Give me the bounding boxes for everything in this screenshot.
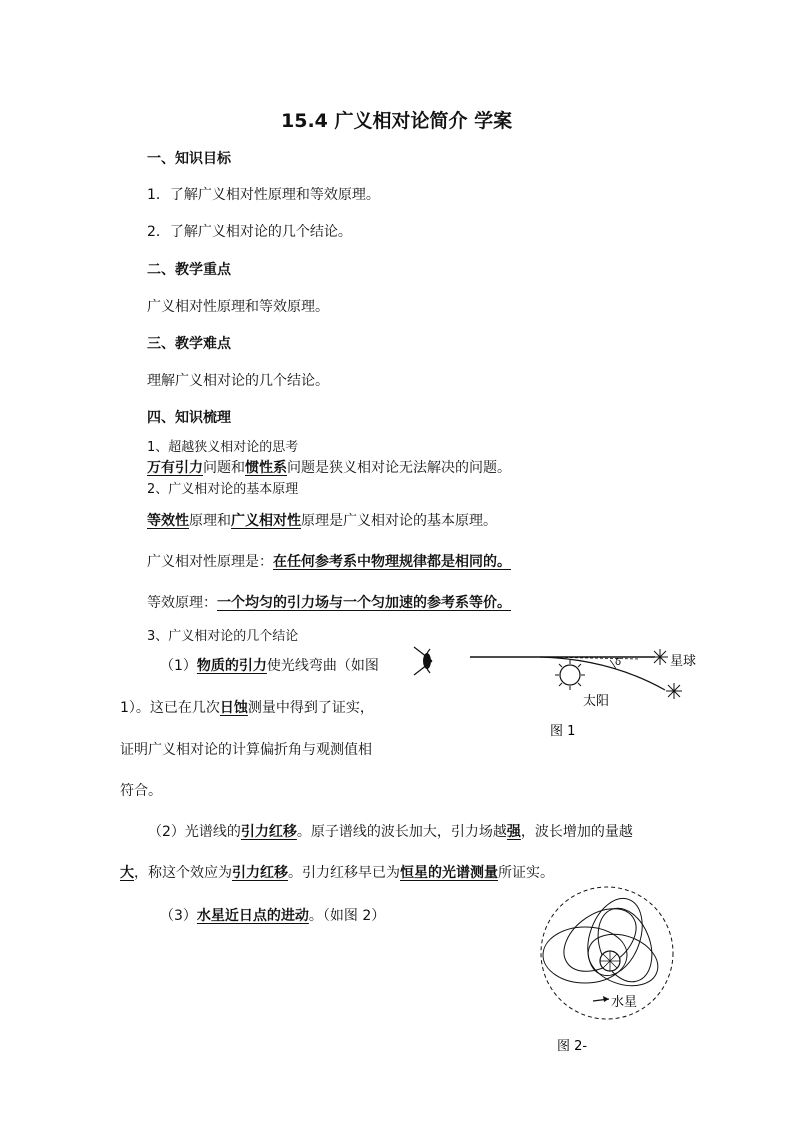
conclusion-1-line-3: 证明广义相对论的计算偏折角与观测值相 [120, 742, 372, 758]
section-heading-difficulty: 三、教学难点 [147, 336, 231, 352]
apparent-star-icon [652, 649, 668, 665]
figure-1-caption: 图 1 [550, 724, 576, 739]
p2-keyword-2: 广义相对性 [231, 513, 301, 529]
section-heading-review: 四、知识梳理 [147, 410, 231, 426]
conclusion-2-keyword-5: 恒星的光谱测量 [400, 865, 498, 881]
p2-text-1: 原理和 [189, 513, 231, 529]
goal-item-2: 2．了解广义相对论的几个结论。 [147, 224, 352, 240]
precessing-orbits [543, 891, 665, 995]
conclusion-2-line-2: 大，称这个效应为引力红移。引力红移早已为恒星的光谱测量所证实。 [120, 865, 554, 881]
p4-line [147, 592, 511, 612]
section-heading-goals: 一、知识目标 [147, 151, 231, 167]
eye-icon [414, 647, 432, 675]
p2-line [147, 510, 497, 530]
bent-light-ray [540, 657, 665, 690]
figure-1-light-bending [400, 635, 720, 745]
conclusion-2-keyword-2: 强 [506, 824, 521, 840]
sun-icon [555, 660, 585, 690]
sun-icon [600, 951, 620, 971]
page-title: 15.4 广义相对论简介 学案 [281, 110, 513, 132]
actual-star-icon [666, 683, 682, 699]
figure-2-mercury-precession [535, 885, 685, 1055]
p1-line [147, 457, 511, 477]
star-label: 星球 [670, 654, 697, 669]
sun-label: 太阳 [583, 694, 610, 709]
difficulty-text: 理解广义相对论的几个结论。 [147, 373, 329, 389]
p3-label: 广义相对性原理是： [147, 554, 273, 570]
conclusion-2-keyword-1: 引力红移 [240, 824, 297, 840]
p3-line [147, 551, 525, 571]
conclusion-1-line-4: 符合。 [120, 783, 162, 799]
p1-text-2: 问题是狭义相对论无法解决的问题。 [287, 460, 511, 476]
conclusion-1-keyword: 物质的引力 [196, 658, 267, 674]
p2-keyword-1: 等效性 [147, 513, 189, 529]
p1-keyword-2: 惯性系 [245, 460, 287, 476]
p1-keyword-1: 万有引力 [147, 460, 203, 476]
figure-2-caption: 图 2- [557, 1039, 588, 1054]
p4-label: 等效原理： [147, 595, 217, 611]
p2-title: 2、广义相对论的基本原理 [147, 482, 299, 497]
p4-answer: 一个均匀的引力场与一个匀加速的参考系等价。 [217, 595, 511, 611]
goal-item-1: 1．了解广义相对性原理和等效原理。 [147, 187, 380, 203]
p3-answer: 在任何参考系中物理规律都是相同的。 [273, 554, 511, 570]
focus-text: 广义相对性原理和等效原理。 [147, 299, 329, 315]
conclusion-2-keyword-4: 引力红移 [232, 865, 288, 881]
p1-text-1: 问题和 [203, 460, 245, 476]
conclusion-1-line-2: 1）。这已在几次日蚀测量中得到了证实， [120, 700, 374, 716]
p2-text-2: 原理是广义相对论的基本原理。 [301, 513, 497, 529]
mercury-label: 水星 [611, 995, 638, 1010]
conclusion-1-keyword-2: 日蚀 [219, 700, 248, 716]
delta-label: δ [615, 657, 622, 668]
p1-title: 1、超越狭义相对论的思考 [147, 440, 299, 455]
p5-title: 3、广义相对论的几个结论 [147, 629, 299, 644]
conclusion-3-keyword: 水星近日点的进动 [196, 908, 309, 924]
conclusion-2-line-1: （2）光谱线的引力红移。原子谱线的波长加大，引力场越强，波长增加的量越 [148, 824, 633, 840]
conclusion-3-line: （3）水星近日点的进动。（如图 2） [160, 908, 386, 924]
section-heading-focus: 二、教学重点 [147, 262, 231, 278]
conclusion-2-keyword-3: 大 [120, 865, 134, 881]
conclusion-1-line-1: （1）物质的引力使光线弯曲（如图 [160, 658, 379, 674]
